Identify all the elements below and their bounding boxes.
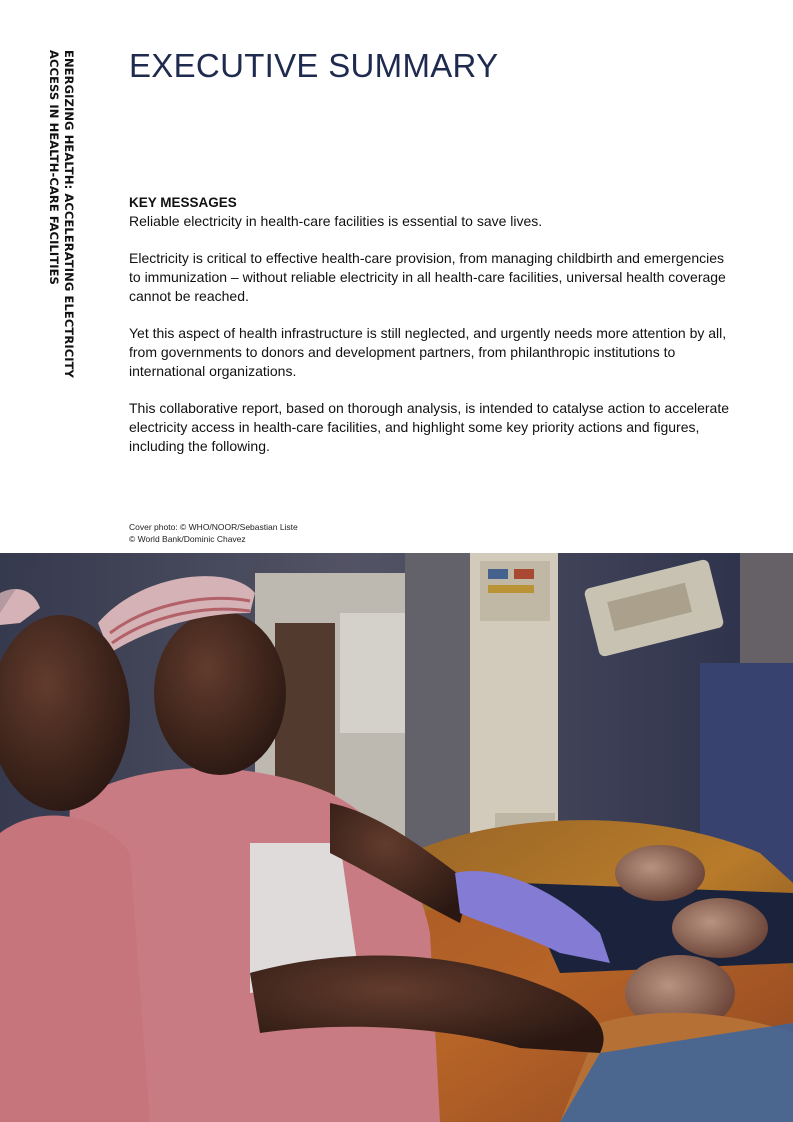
cover-photo-nurses-newborns — [0, 553, 793, 1122]
key-message-paragraph-4: This collaborative report, based on thorough analysis, is intended to catalyse action to accelerate electricity access in health-care facilities, and highlight some key priority actions and figures, including the following. — [129, 400, 730, 454]
photo-credit-line-2: © World Bank/Dominic Chavez — [129, 534, 246, 544]
side-title-line-2: ACCESS IN HEALTH-CARE FACILITIES — [47, 50, 61, 285]
key-message-paragraph-3: Yet this aspect of health infrastructure is still neglected, and urgently needs more attention by all, from governments to donors and development partners, from philanthropic institutions to international organizations. — [129, 325, 727, 379]
key-message-paragraph-1: Reliable electricity in health-care facilities is essential to save lives. — [129, 213, 543, 229]
photo-credits — [129, 521, 298, 545]
key-messages-heading: KEY MESSAGES — [129, 195, 237, 210]
photo-credit-line-1: Cover photo: © WHO/NOOR/Sebastian Liste — [129, 522, 298, 532]
key-messages-section — [129, 193, 739, 474]
side-title-line-1: ENERGIZING HEALTH: ACCELERATING ELECTRICITY — [62, 50, 76, 378]
page-title: EXECUTIVE SUMMARY — [129, 47, 499, 84]
key-message-paragraph-2: Electricity is critical to effective health-care provision, from managing childbirth and emergencies to immunization – without reliable electricity in all health-care facilities, universal health coverage cannot be reached. — [129, 250, 726, 304]
document-side-title — [46, 50, 76, 378]
